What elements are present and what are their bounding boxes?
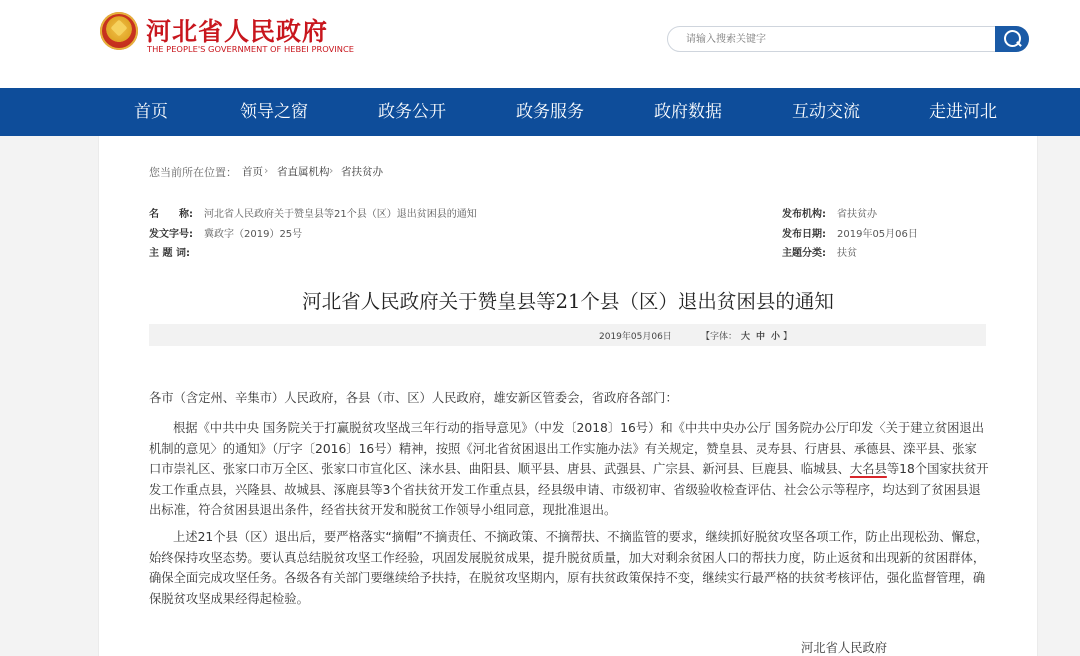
meta-category-label: 主题分类: [782, 248, 826, 259]
nav-item-interaction[interactable]: 互动交流 [792, 102, 860, 122]
site-subtitle: THE PEOPLE'S GOVERNMENT OF HEBEI PROVINCE [147, 44, 354, 54]
site-header [0, 0, 1080, 88]
meta-name-value: 河北省人民政府关于赞皇县等21个县（区）退出贫困县的通知 [204, 209, 477, 220]
nav-item-about-hebei[interactable]: 走进河北 [929, 102, 997, 122]
meta-date-label: 发布日期: [782, 229, 826, 240]
meta-doc-no-label: 发文字号: [149, 229, 193, 240]
meta-category-value: 扶贫 [837, 248, 857, 259]
paragraph-1-text-before: 根据《中共中央 国务院关于打赢脱贫攻坚战三年行动的指导意见》（中发〔2018〕16号）和《中共中央办公厅 国务院办公厅印发〈关于建立贫困退出机制的意见〉的通知》（厅字〔2016〕16号）精神，按照《河北省贫困退出工作实施办法》有关规定，赞皇县、灵寿县、行唐县、承德县、滦平县、张家口市崇礼区、张家口市万全区、张家口市宣化区、涞水县、曲阳县、顺平县、唐县、武强县、广宗县、新河县、巨鹿县、临城县、 [149, 421, 985, 476]
article-paragraph-2: 上述21个县（区）退出后，要严格落实“摘帽”不摘责任、不摘政策、不摘帮扶、不摘监管的要求，继续抓好脱贫攻坚各项工作，防止出现松劲、懈怠，始终保持攻坚态势。要认真总结脱贫攻坚工作经验，巩固发展脱贫成果，提升脱贫质量，加大对剩余贫困人口的帮扶力度，防止返贫和出现新的贫困群体，确保全面完成攻坚任务。各级各有关部门要继续给予扶持，在脱贫攻坚期内，原有扶贫政策保持不变，继续实行最严格的扶贫考核评估，强化监督管理，确保脱贫攻坚成果经得起检验。 [149, 530, 989, 606]
font-size-medium[interactable]: 中 [756, 332, 766, 342]
breadcrumb-chevron-icon: › [264, 164, 269, 177]
nav-item-leaders[interactable]: 领导之窗 [240, 102, 308, 122]
breadcrumb-poverty-office[interactable]: 省扶贫办 [341, 166, 383, 178]
meta-publisher-label: 发布机构: [782, 209, 826, 220]
meta-name-label: 名 称: [149, 209, 193, 220]
breadcrumb-prefix: 您当前所在位置： [149, 166, 237, 179]
nav-item-gov-affairs[interactable]: 政务公开 [378, 102, 446, 122]
meta-date-value: 2019年05月06日 [837, 229, 918, 240]
site-title[interactable]: 河北省人民政府 [146, 17, 329, 46]
font-size-large[interactable]: 大 [741, 332, 751, 342]
nav-item-services[interactable]: 政务服务 [516, 102, 584, 122]
font-size-label: 【字体： [701, 332, 738, 342]
article-date: 2019年05月06日 [599, 332, 672, 342]
main-nav [0, 88, 1080, 136]
breadcrumb-chevron-icon: › [329, 164, 334, 177]
nav-item-home[interactable]: 首页 [134, 102, 168, 122]
breadcrumb-home[interactable]: 首页 [242, 166, 263, 178]
search-icon-handle [1016, 41, 1022, 47]
meta-doc-no-value: 冀政字（2019）25号 [204, 229, 303, 240]
article-paragraph-1 [149, 418, 989, 521]
search-input[interactable] [686, 31, 986, 48]
article-card [98, 136, 1038, 656]
breadcrumb-provincial-agencies[interactable]: 省直属机构 [277, 166, 330, 178]
search-button[interactable] [995, 26, 1029, 52]
paragraph-1-text-after: 等18个国家扶贫开发工作重点县，兴隆县、故城县、涿鹿县等3个省扶贫开发工作重点县，经县级申请、市级初审、省级验收检查评估、社会公示等程序，均达到了贫困县退出标准，符合贫困县退出条件，经省扶贫开发和脱贫工作领导小组同意，现批准退出。 [149, 462, 989, 517]
font-size-small[interactable]: 小 [771, 332, 781, 342]
article-signature: 河北省人民政府 [801, 641, 888, 655]
article-title: 河北省人民政府关于赞皇县等21个县（区）退出贫困县的通知 [302, 290, 834, 313]
meta-publisher-value: 省扶贫办 [837, 209, 877, 220]
search-box [667, 26, 1029, 52]
meta-keywords-label: 主 题 词: [149, 248, 190, 259]
font-size-close: 】 [783, 332, 793, 342]
national-emblem-icon[interactable] [100, 12, 138, 50]
article-info-bar [149, 324, 986, 346]
nav-item-data[interactable]: 政府数据 [654, 102, 722, 122]
highlighted-county: 大名县 [849, 462, 887, 476]
article-salutation: 各市（含定州、辛集市）人民政府，各县（市、区）人民政府，雄安新区管委会，省政府各部门： [149, 391, 678, 405]
